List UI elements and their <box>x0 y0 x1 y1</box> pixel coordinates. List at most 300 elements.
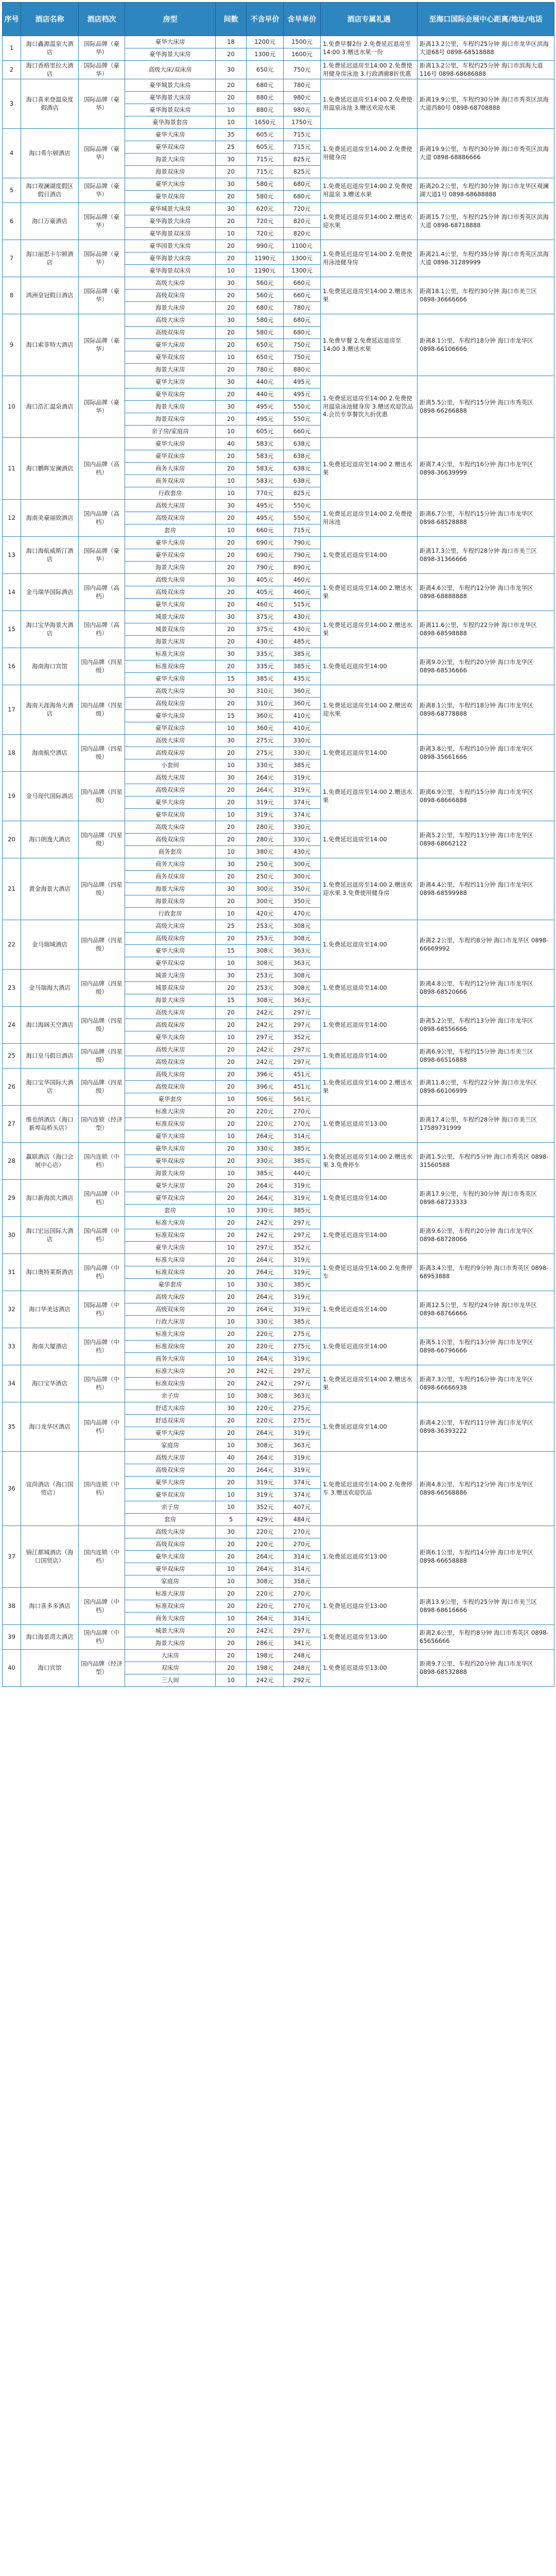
room-count: 30 <box>216 401 247 413</box>
room-count: 20 <box>216 1291 247 1303</box>
hotel-perks: 1.免费延迟退房至14:00 2.免费使用健身房 <box>321 129 418 178</box>
room-count: 20 <box>216 1081 247 1093</box>
price-no-breakfast: 264元 <box>247 1291 284 1303</box>
hotel-distance-address: 距离17.3公里，车程约28分钟 海口市美兰区 0898-31366666 <box>418 537 554 574</box>
room-count: 20 <box>216 1600 247 1613</box>
price-no-breakfast: 690元 <box>247 537 284 549</box>
room-count: 30 <box>216 611 247 623</box>
room-count: 20 <box>216 1069 247 1081</box>
hotel-grade: 国内品牌（四星级） <box>79 772 125 821</box>
hotel-perks: 1.免费延迟退房至14:00 2.赠送水果 <box>321 611 418 648</box>
table-row <box>3 685 554 698</box>
hotel-perks: 1.免费延迟退房至14:00 2.赠送欢迎水果 <box>321 203 418 240</box>
hotel-number: 10 <box>3 376 21 438</box>
hotel-perks: 1.免费延迟退房至14:00 <box>321 735 418 772</box>
price-no-breakfast: 1190元 <box>247 265 284 277</box>
hotel-name: 宜尚酒店（海口国贸店） <box>21 1452 79 1526</box>
price-with-breakfast: 638元 <box>284 463 321 475</box>
price-no-breakfast: 264元 <box>247 1192 284 1205</box>
price-with-breakfast: 275元 <box>284 1328 321 1341</box>
hotel-name: 海南天涯海角大酒店 <box>21 685 79 735</box>
room-count: 20 <box>216 834 247 846</box>
room-type: 豪华大床房 <box>125 339 216 351</box>
price-no-breakfast: 297元 <box>247 1242 284 1254</box>
room-count: 20 <box>216 339 247 351</box>
table-row <box>3 438 554 450</box>
hotel-distance-address: 距离13.2公里，车程约25分钟 海口市龙华区滨海大道68号 0898-68518888 <box>418 36 554 61</box>
hotel-grade: 国际品牌（豪华） <box>79 537 125 574</box>
hotel-grade: 国内品牌（四星级） <box>79 648 125 685</box>
table-row <box>3 772 554 784</box>
room-type: 豪华大床房 <box>125 1242 216 1254</box>
hotel-perks: 1.免费延迟退房至14:00 2.赠送欢迎水果 3.免费使用健身房 <box>321 858 418 920</box>
room-type: 海景双床房 <box>125 895 216 908</box>
hotel-name: 金马瑞海大酒店 <box>21 970 79 1007</box>
room-type: 高级双床房 <box>125 933 216 945</box>
hotel-perks: 1.免费延迟退房至14:00 <box>321 920 418 970</box>
hotel-distance-address: 距离6.1公里，车程约14分钟 海口市龙华区 0898-66658888 <box>418 1526 554 1588</box>
room-type: 高级大床房 <box>125 277 216 290</box>
price-no-breakfast: 1200元 <box>247 36 284 48</box>
room-count: 20 <box>216 895 247 908</box>
table-row <box>3 1291 554 1303</box>
room-count: 20 <box>216 1464 247 1477</box>
hotel-grade: 国际品牌（豪华） <box>79 376 125 438</box>
hotel-number: 21 <box>3 858 21 920</box>
hotel-number: 29 <box>3 1180 21 1217</box>
hotel-perks: 1.免费延迟退房至14:00 <box>321 537 418 574</box>
price-with-breakfast: 308元 <box>284 970 321 982</box>
table-row <box>3 1044 554 1056</box>
room-count: 20 <box>216 1044 247 1056</box>
room-count: 30 <box>216 685 247 698</box>
price-no-breakfast: 242元 <box>247 1625 284 1637</box>
price-no-breakfast: 330元 <box>247 1279 284 1291</box>
price-with-breakfast: 460元 <box>284 574 321 586</box>
table-row <box>3 1143 554 1155</box>
price-no-breakfast: 495元 <box>247 512 284 524</box>
room-type: 亲子房 <box>125 1501 216 1514</box>
hotel-distance-address: 距离5.1公里，车程约13分钟 海口市龙华区 0898-66796666 <box>418 1328 554 1365</box>
room-count: 30 <box>216 314 247 327</box>
price-no-breakfast: 396元 <box>247 1081 284 1093</box>
price-no-breakfast: 220元 <box>247 1402 284 1415</box>
hotel-perks: 1.免费延迟退房至14:00 <box>321 1007 418 1044</box>
room-type: 豪华套房 <box>125 1093 216 1106</box>
room-count: 20 <box>216 302 247 314</box>
room-count: 30 <box>216 178 247 191</box>
price-no-breakfast: 440元 <box>247 388 284 401</box>
price-no-breakfast: 495元 <box>247 401 284 413</box>
price-no-breakfast: 242元 <box>247 1229 284 1242</box>
price-no-breakfast: 280元 <box>247 834 284 846</box>
room-type: 豪华双床房 <box>125 809 216 821</box>
hotel-grade: 国内品牌（四星级） <box>79 821 125 858</box>
price-with-breakfast: 319元 <box>284 1353 321 1365</box>
room-count: 10 <box>216 265 247 277</box>
price-no-breakfast: 330元 <box>247 1143 284 1155</box>
price-no-breakfast: 650元 <box>247 351 284 364</box>
price-no-breakfast: 264元 <box>247 1353 284 1365</box>
room-count: 10 <box>216 846 247 858</box>
room-type: 豪华双床房 <box>125 191 216 203</box>
room-type: 豪华大床房 <box>125 945 216 957</box>
room-type: 豪华海景双床房 <box>125 104 216 116</box>
price-no-breakfast: 264元 <box>247 1563 284 1575</box>
room-count: 10 <box>216 1353 247 1365</box>
room-count: 20 <box>216 327 247 339</box>
room-type: 豪华大床房 <box>125 1427 216 1439</box>
price-with-breakfast: 270元 <box>284 1588 321 1600</box>
hotel-grade: 国内品牌（中档） <box>79 1365 125 1402</box>
room-count: 20 <box>216 623 247 636</box>
room-count: 20 <box>216 1365 247 1378</box>
room-type: 标准双床房 <box>125 1378 216 1390</box>
price-with-breakfast: 720元 <box>284 203 321 215</box>
room-count: 30 <box>216 574 247 586</box>
hotel-number: 13 <box>3 537 21 574</box>
room-count: 30 <box>216 648 247 660</box>
room-count: 10 <box>216 1563 247 1575</box>
hotel-number: 37 <box>3 1526 21 1588</box>
room-type: 豪华双床房 <box>125 722 216 735</box>
price-with-breakfast: 880元 <box>284 364 321 376</box>
room-count: 10 <box>216 1279 247 1291</box>
room-count: 20 <box>216 290 247 302</box>
price-no-breakfast: 580元 <box>247 314 284 327</box>
hotel-grade: 国内品牌（中档） <box>79 1402 125 1452</box>
room-count: 10 <box>216 759 247 772</box>
room-type: 标准大床房 <box>125 1254 216 1266</box>
price-with-breakfast: 358元 <box>284 1575 321 1588</box>
hotel-name: 海口喜来登温泉度假酒店 <box>21 79 79 129</box>
room-type: 小套间 <box>125 759 216 772</box>
hotel-perks: 1.免费延迟退房至14:00 <box>321 648 418 685</box>
price-no-breakfast: 264元 <box>247 1266 284 1279</box>
price-no-breakfast: 308元 <box>247 1439 284 1452</box>
price-no-breakfast: 780元 <box>247 364 284 376</box>
room-count: 30 <box>216 1402 247 1415</box>
price-with-breakfast: 430元 <box>284 846 321 858</box>
room-count: 20 <box>216 1254 247 1266</box>
price-no-breakfast: 405元 <box>247 574 284 586</box>
room-count: 20 <box>216 191 247 203</box>
hotel-grade: 国内品牌（经济型） <box>79 1650 125 1687</box>
hotel-number: 9 <box>3 314 21 376</box>
room-type: 豪华海景套房 <box>125 116 216 129</box>
hotel-name: 金马瑞城酒店 <box>21 920 79 970</box>
room-type: 商务大床房 <box>125 463 216 475</box>
room-count: 10 <box>216 908 247 920</box>
room-type: 标准大床房 <box>125 1365 216 1378</box>
room-type: 行政套房 <box>125 487 216 500</box>
price-no-breakfast: 330元 <box>247 759 284 772</box>
room-type: 标准大床房 <box>125 1328 216 1341</box>
table-row <box>3 821 554 834</box>
hotel-perks: 1.免费早餐2份 2.免费延迟退房至14:00 3.赠送水果一份 <box>321 36 418 61</box>
hotel-name: 海口海航威斯汀酒店 <box>21 537 79 574</box>
price-with-breakfast: 308元 <box>284 920 321 933</box>
price-with-breakfast: 308元 <box>284 933 321 945</box>
price-no-breakfast: 690元 <box>247 549 284 562</box>
price-with-breakfast: 308元 <box>284 982 321 994</box>
price-no-breakfast: 319元 <box>247 809 284 821</box>
hotel-distance-address: 距离8.1公里，车程约18分钟 海口市龙华区 0898-66106666 <box>418 314 554 376</box>
room-type: 高级双床房 <box>125 698 216 710</box>
price-no-breakfast: 330元 <box>247 1205 284 1217</box>
price-no-breakfast: 264元 <box>247 1180 284 1192</box>
room-type: 高级双床房 <box>125 747 216 759</box>
room-type: 高级大床房 <box>125 574 216 586</box>
hotel-distance-address: 距离17.4公里，车程约28分钟 海口市美兰区 17589731999 <box>418 1106 554 1143</box>
price-no-breakfast: 264元 <box>247 1303 284 1316</box>
price-with-breakfast: 360元 <box>284 685 321 698</box>
room-type: 行政套房 <box>125 908 216 920</box>
room-type: 城景双床房 <box>125 982 216 994</box>
hotel-perks: 1.免费延迟退房至14:00 <box>321 1291 418 1328</box>
table-row <box>3 277 554 290</box>
price-with-breakfast: 319元 <box>284 772 321 784</box>
hotel-name: 海口希尔顿酒店 <box>21 129 79 178</box>
room-type: 豪华双床房 <box>125 351 216 364</box>
table-row <box>3 1650 554 1662</box>
room-count: 35 <box>216 129 247 141</box>
price-with-breakfast: 430元 <box>284 623 321 636</box>
price-with-breakfast: 385元 <box>284 648 321 660</box>
room-count: 10 <box>216 1130 247 1143</box>
hotel-distance-address: 距离6.9公里，车程约15分钟 海口市龙华区 0898-68666888 <box>418 772 554 821</box>
price-no-breakfast: 420元 <box>247 908 284 920</box>
room-type: 商务大床房 <box>125 858 216 871</box>
price-with-breakfast: 550元 <box>284 413 321 426</box>
table-row <box>3 1069 554 1081</box>
hotel-grade: 国内品牌（四星级） <box>79 1069 125 1106</box>
price-with-breakfast: 750元 <box>284 61 321 79</box>
price-no-breakfast: 720元 <box>247 228 284 240</box>
price-with-breakfast: 270元 <box>284 1526 321 1538</box>
price-with-breakfast: 297元 <box>284 1625 321 1637</box>
hotel-distance-address: 距离4.8公里，车程约12分钟 海口市龙华区 0898-68520666 <box>418 970 554 1007</box>
room-count: 20 <box>216 698 247 710</box>
hotel-name: 海口喜多多酒店 <box>21 1588 79 1625</box>
room-type: 豪华套房 <box>125 1279 216 1291</box>
hotel-number: 17 <box>3 685 21 735</box>
hotel-perks: 1.免费延迟退房至14:00 <box>321 1180 418 1217</box>
price-with-breakfast: 363元 <box>284 1390 321 1402</box>
price-with-breakfast: 495元 <box>284 376 321 388</box>
room-count: 20 <box>216 537 247 549</box>
hotel-name: 海口观澜湖度假区假日酒店 <box>21 178 79 203</box>
hotel-perks: 1.免费延迟退房至14:00 <box>321 821 418 858</box>
hotel-perks: 1.免费延迟退房至14:00 <box>321 1044 418 1069</box>
hotel-name: 海口浩汇温泉酒店 <box>21 376 79 438</box>
room-count: 20 <box>216 1328 247 1341</box>
room-type: 高级双床房 <box>125 1056 216 1069</box>
room-count: 20 <box>216 1143 247 1155</box>
hotel-number: 33 <box>3 1328 21 1365</box>
price-with-breakfast: 820元 <box>284 228 321 240</box>
price-with-breakfast: 638元 <box>284 438 321 450</box>
room-type: 海景大床房 <box>125 154 216 166</box>
room-count: 10 <box>216 1093 247 1106</box>
price-with-breakfast: 410元 <box>284 722 321 735</box>
price-with-breakfast: 780元 <box>284 79 321 92</box>
room-count: 10 <box>216 351 247 364</box>
room-count: 15 <box>216 945 247 957</box>
price-with-breakfast: 385元 <box>284 1143 321 1155</box>
price-with-breakfast: 385元 <box>284 759 321 772</box>
room-type: 豪华海景大床房 <box>125 48 216 61</box>
price-with-breakfast: 825元 <box>284 166 321 178</box>
hotel-grade: 国内品牌（四星级） <box>79 920 125 970</box>
room-type: 高级双床房 <box>125 784 216 796</box>
price-no-breakfast: 650元 <box>247 61 284 79</box>
hotel-name: 海口万豪酒店 <box>21 203 79 240</box>
price-with-breakfast: 297元 <box>284 1378 321 1390</box>
room-type: 豪华海景大床房 <box>125 92 216 104</box>
room-type: 三人间 <box>125 1674 216 1687</box>
price-with-breakfast: 1300元 <box>284 252 321 265</box>
price-with-breakfast: 319元 <box>284 1427 321 1439</box>
room-count: 10 <box>216 809 247 821</box>
room-count: 20 <box>216 1056 247 1069</box>
room-count: 20 <box>216 252 247 265</box>
room-count: 25 <box>216 920 247 933</box>
price-no-breakfast: 286元 <box>247 1637 284 1650</box>
room-type: 高级大床房 <box>125 1452 216 1464</box>
price-with-breakfast: 1500元 <box>284 36 321 48</box>
room-count: 20 <box>216 240 247 252</box>
price-no-breakfast: 715元 <box>247 166 284 178</box>
room-type: 豪华双床房 <box>125 1563 216 1575</box>
hotel-distance-address: 距离15.7公里，车程约25分钟 海口市秀英区滨海大道 0898-68718888 <box>418 203 554 240</box>
room-type: 海景大床房 <box>125 883 216 895</box>
room-type: 海景大床房 <box>125 562 216 574</box>
price-no-breakfast: 242元 <box>247 1217 284 1229</box>
hotel-name: 海口宏远国际大酒店 <box>21 1217 79 1254</box>
hotel-grade: 国内品牌（高档） <box>79 438 125 500</box>
hotel-grade: 国际品牌（豪华） <box>79 36 125 61</box>
hotel-name: 海南海口宾馆 <box>21 648 79 685</box>
price-no-breakfast: 280元 <box>247 821 284 834</box>
table-row <box>3 537 554 549</box>
price-with-breakfast: 1100元 <box>284 240 321 252</box>
room-type: 高级大床房 <box>125 772 216 784</box>
hotel-name: 海口香格里拉大酒店 <box>21 61 79 79</box>
room-count: 20 <box>216 1650 247 1662</box>
price-no-breakfast: 880元 <box>247 104 284 116</box>
hotel-name: 海口朗逸大酒店 <box>21 821 79 858</box>
hotel-name: 海口龙华区酒店 <box>21 1402 79 1452</box>
room-count: 10 <box>216 1674 247 1687</box>
hotel-distance-address: 距离8.1公里，车程约18分钟 海口市龙华区 0898-68778888 <box>418 685 554 735</box>
room-count: 20 <box>216 364 247 376</box>
hotel-distance-address: 距离17.9公里，车程约30分钟 海口市秀英区 0898-68723333 <box>418 1180 554 1217</box>
price-with-breakfast: 385元 <box>284 1155 321 1167</box>
hotel-name: 海口华美达酒店 <box>21 1291 79 1328</box>
room-count: 20 <box>216 450 247 463</box>
header-perks: 酒店专属礼遇 <box>321 3 418 36</box>
room-type: 豪华大床房 <box>125 438 216 450</box>
room-count: 20 <box>216 1538 247 1551</box>
price-no-breakfast: 790元 <box>247 562 284 574</box>
room-count: 30 <box>216 772 247 784</box>
hotel-number: 25 <box>3 1044 21 1069</box>
hotel-perks: 1.免费延迟退房至14:00 2.赠送欢迎水果 <box>321 685 418 735</box>
table-row <box>3 1625 554 1637</box>
room-count: 20 <box>216 1303 247 1316</box>
hotel-grade: 国际品牌（豪华） <box>79 203 125 240</box>
price-no-breakfast: 275元 <box>247 747 284 759</box>
header-grade: 酒店档次 <box>79 3 125 36</box>
price-with-breakfast: 319元 <box>284 1192 321 1205</box>
hotel-number: 30 <box>3 1217 21 1254</box>
hotel-perks: 1.免费延迟退房至14:00 2.赠送水果 <box>321 1365 418 1402</box>
hotel-name: 海南大厦酒店 <box>21 1328 79 1365</box>
price-no-breakfast: 220元 <box>247 1106 284 1118</box>
hotel-grade: 国内品牌（四星级） <box>79 1044 125 1069</box>
hotel-grade: 国内品牌（中档） <box>79 1625 125 1650</box>
room-type: 高级双床房 <box>125 512 216 524</box>
table-row <box>3 376 554 388</box>
price-no-breakfast: 720元 <box>247 215 284 228</box>
room-type: 海景大床房 <box>125 364 216 376</box>
hotel-perks: 1.免费延迟退房至14:00 2.赠送水果 <box>321 772 418 821</box>
hotel-distance-address: 距离13.2公里，车程约25分钟 海口市滨海大道116号 0898-68686888 <box>418 61 554 79</box>
hotel-perks: 1.免费延迟退房至13:00 <box>321 1106 418 1143</box>
price-with-breakfast: 790元 <box>284 537 321 549</box>
price-no-breakfast: 430元 <box>247 636 284 648</box>
room-count: 10 <box>216 957 247 970</box>
room-type: 双床房 <box>125 1662 216 1674</box>
room-type: 豪华大床房 <box>125 710 216 722</box>
room-type: 豪华园景大床房 <box>125 240 216 252</box>
room-type: 商务大床房 <box>125 1353 216 1365</box>
price-with-breakfast: 297元 <box>284 1044 321 1056</box>
price-no-breakfast: 310元 <box>247 685 284 698</box>
room-count: 10 <box>216 116 247 129</box>
hotel-name: 海口鑫源温泉大酒店 <box>21 36 79 61</box>
room-count: 10 <box>216 487 247 500</box>
hotel-distance-address: 距离2.6公里，车程约8分钟 海口市秀英区 0898-65656666 <box>418 1625 554 1650</box>
room-count: 20 <box>216 549 247 562</box>
room-type: 商务套房 <box>125 846 216 858</box>
room-type: 标准双床房 <box>125 660 216 673</box>
hotel-distance-address: 距离1.5公里，车程约5分钟 海口市秀英区 0898-31560588 <box>418 1143 554 1180</box>
price-with-breakfast: 270元 <box>284 1538 321 1551</box>
hotel-distance-address: 距离7.3公里，车程约16分钟 海口市龙华区 0898-66666938 <box>418 1365 554 1402</box>
room-count: 20 <box>216 79 247 92</box>
price-no-breakfast: 308元 <box>247 1575 284 1588</box>
price-with-breakfast: 248元 <box>284 1662 321 1674</box>
room-count: 10 <box>216 475 247 487</box>
table-row <box>3 1328 554 1341</box>
room-type: 豪华大床房 <box>125 673 216 685</box>
room-count: 10 <box>216 1439 247 1452</box>
price-with-breakfast: 780元 <box>284 302 321 314</box>
price-with-breakfast: 820元 <box>284 215 321 228</box>
price-no-breakfast: 429元 <box>247 1514 284 1526</box>
hotel-grade: 国内连锁（中档） <box>79 1143 125 1180</box>
price-with-breakfast: 750元 <box>284 339 321 351</box>
room-type: 豪华双床房 <box>125 957 216 970</box>
room-count: 20 <box>216 92 247 104</box>
header-count: 间数 <box>216 3 247 36</box>
hotel-name: 海口宝华海景大酒店 <box>21 611 79 648</box>
room-type: 海景双床房 <box>125 166 216 178</box>
price-with-breakfast: 484元 <box>284 1514 321 1526</box>
room-type: 套房 <box>125 1205 216 1217</box>
